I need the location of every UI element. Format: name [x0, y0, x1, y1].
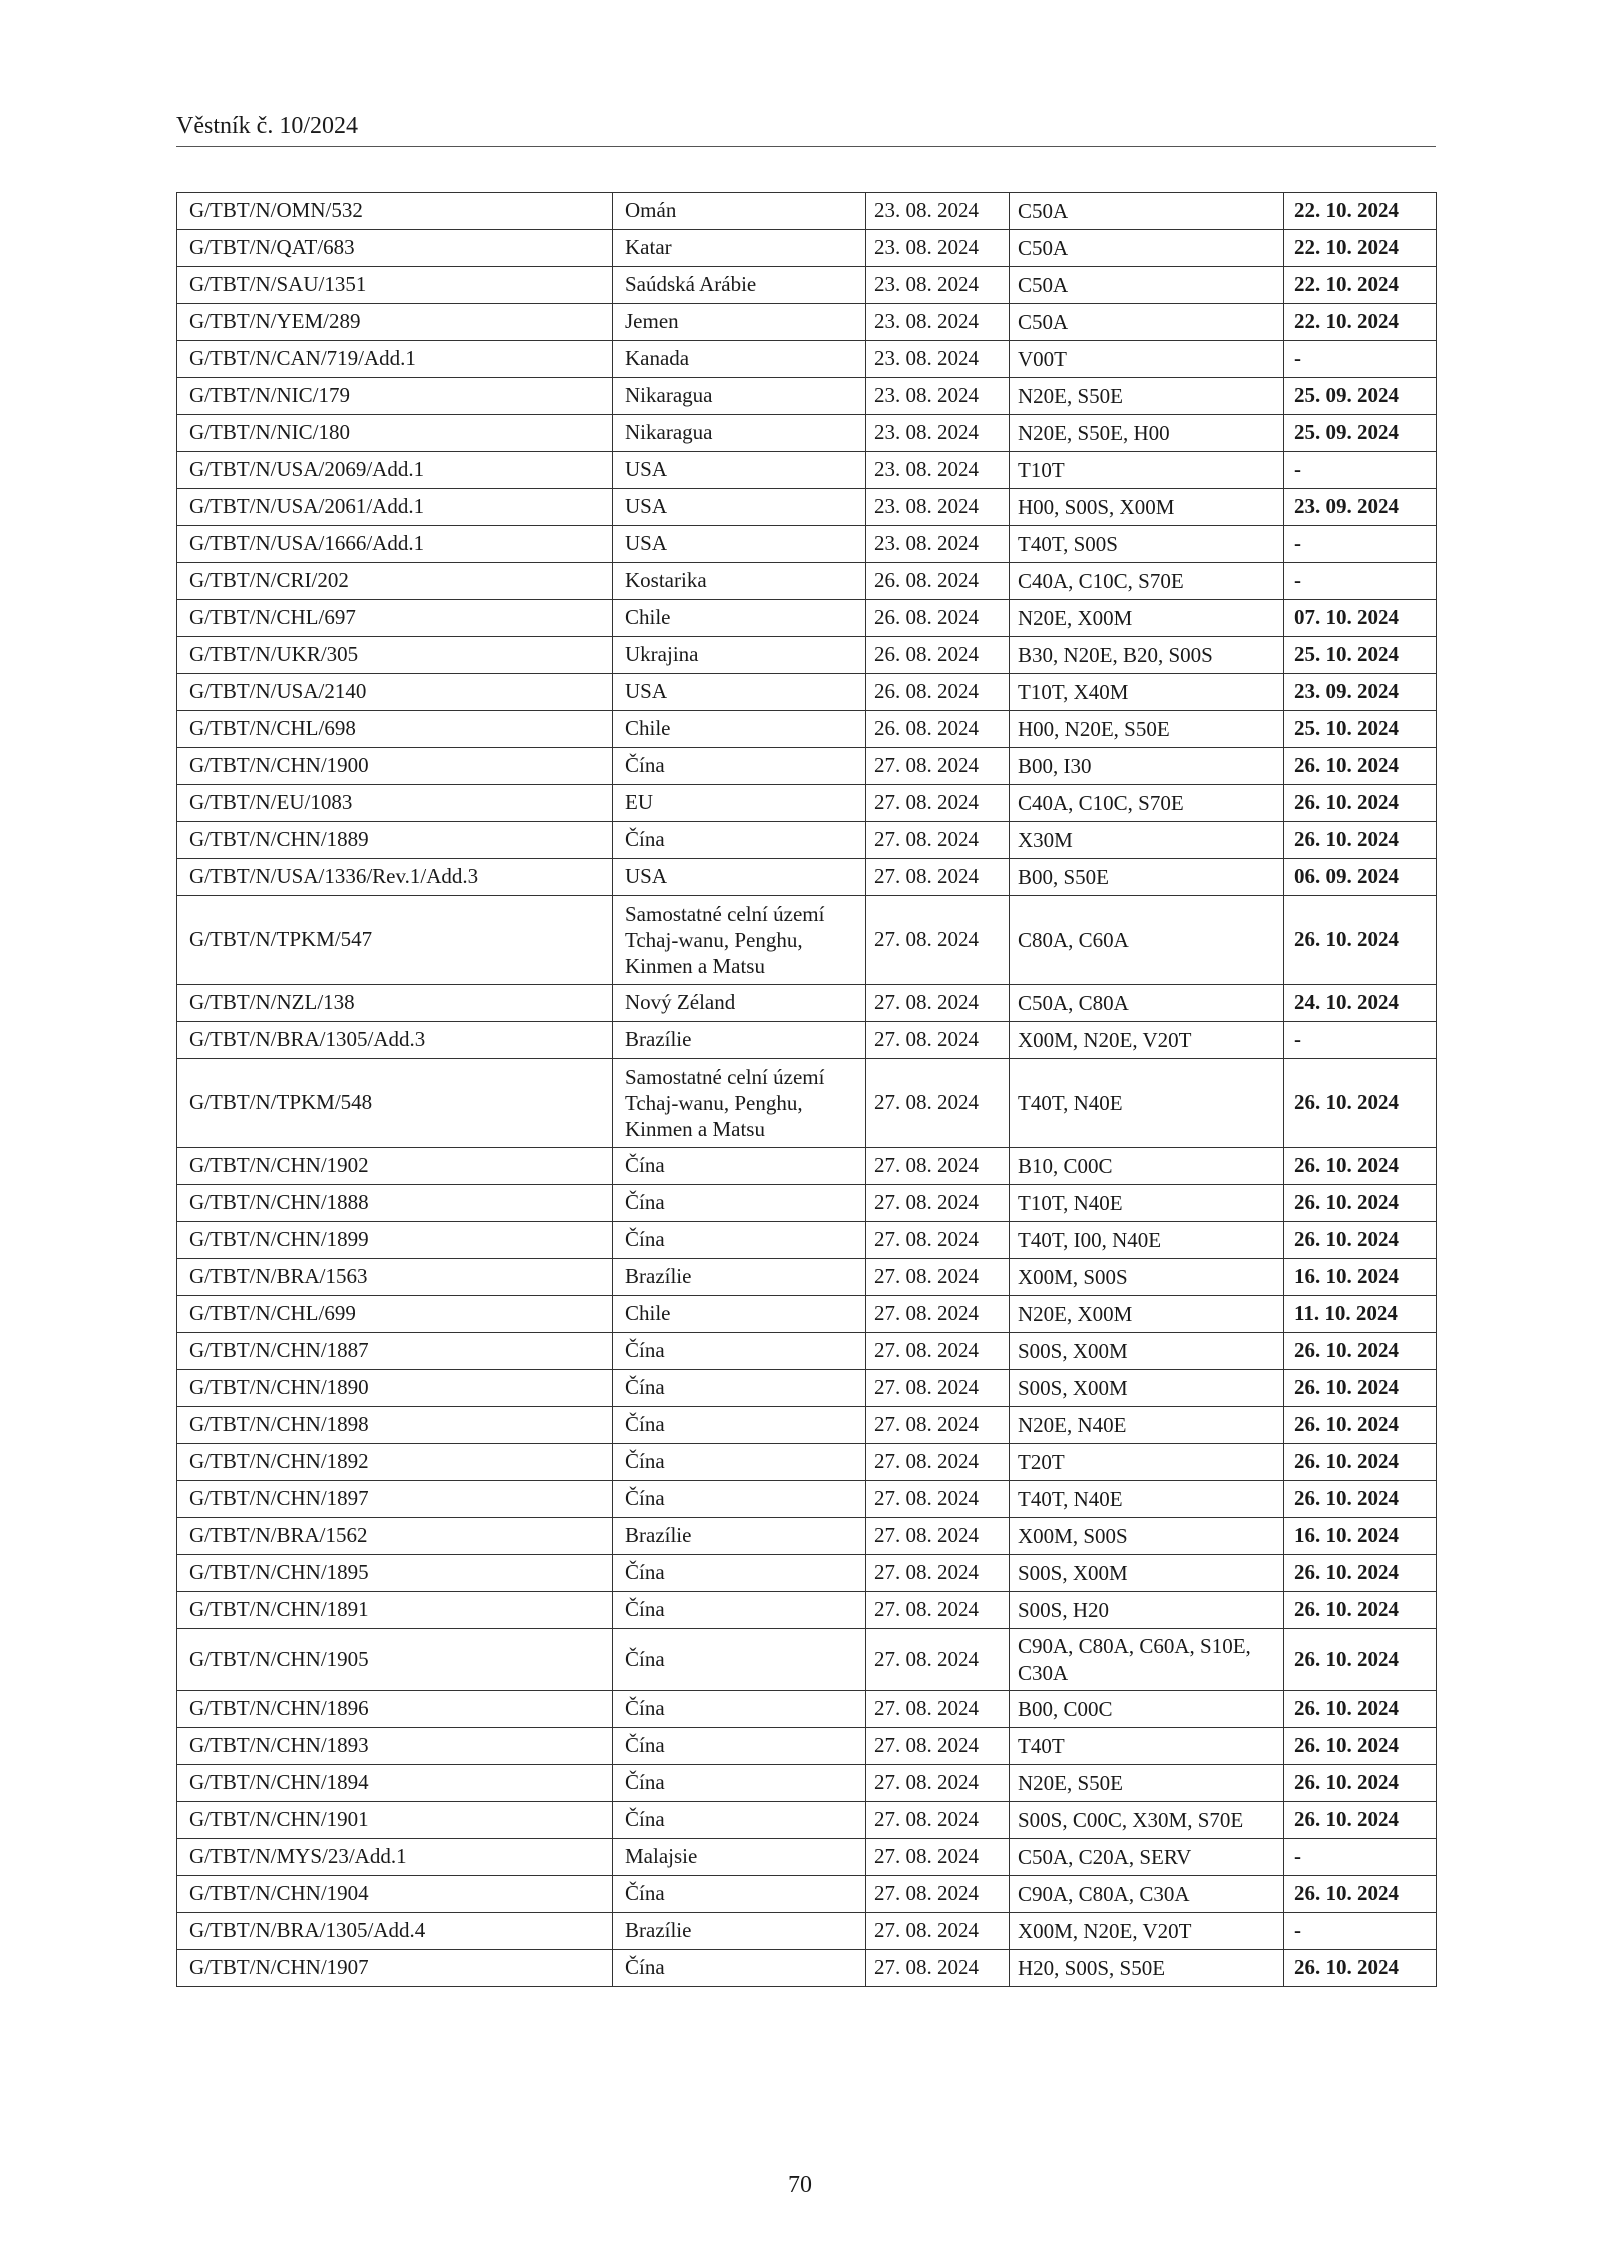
cell-deadline: 26. 10. 2024: [1284, 1802, 1437, 1839]
cell-deadline: 26. 10. 2024: [1284, 1222, 1437, 1259]
cell-member: Čína: [613, 1691, 866, 1728]
page-number: 70: [788, 2172, 812, 2198]
cell-symbol: G/TBT/N/CHN/1890: [177, 1370, 613, 1407]
cell-deadline: 11. 10. 2024: [1284, 1296, 1437, 1333]
table-row: [177, 1802, 1437, 1839]
cell-date: 27. 08. 2024: [866, 1691, 1010, 1728]
cell-symbol: G/TBT/N/CHN/1887: [177, 1333, 613, 1370]
cell-date: 27. 08. 2024: [866, 1148, 1010, 1185]
cell-date: 27. 08. 2024: [866, 1022, 1010, 1059]
cell-symbol: G/TBT/N/CHN/1895: [177, 1555, 613, 1592]
cell-deadline: 26. 10. 2024: [1284, 1333, 1437, 1370]
cell-symbol: G/TBT/N/OMN/532: [177, 193, 613, 230]
cell-date: 23. 08. 2024: [866, 489, 1010, 526]
cell-categories: T40T: [1010, 1728, 1284, 1765]
cell-symbol: G/TBT/N/USA/2069/Add.1: [177, 452, 613, 489]
cell-categories: T40T, S00S: [1010, 526, 1284, 563]
cell-date: 23. 08. 2024: [866, 378, 1010, 415]
cell-deadline: 25. 09. 2024: [1284, 378, 1437, 415]
cell-categories: V00T: [1010, 341, 1284, 378]
cell-symbol: G/TBT/N/CHN/1902: [177, 1148, 613, 1185]
cell-member: Omán: [613, 193, 866, 230]
cell-member: USA: [613, 526, 866, 563]
cell-date: 27. 08. 2024: [866, 1333, 1010, 1370]
cell-symbol: G/TBT/N/QAT/683: [177, 230, 613, 267]
cell-categories: S00S, C00C, X30M, S70E: [1010, 1802, 1284, 1839]
cell-symbol: G/TBT/N/CHN/1905: [177, 1629, 613, 1691]
cell-member: Nikaragua: [613, 378, 866, 415]
cell-member: USA: [613, 489, 866, 526]
cell-categories: X00M, S00S: [1010, 1259, 1284, 1296]
cell-symbol: G/TBT/N/CHN/1897: [177, 1481, 613, 1518]
cell-symbol: G/TBT/N/CHN/1904: [177, 1876, 613, 1913]
cell-member: Čína: [613, 1555, 866, 1592]
cell-symbol: G/TBT/N/SAU/1351: [177, 267, 613, 304]
cell-deadline: 26. 10. 2024: [1284, 1592, 1437, 1629]
table-row: [177, 748, 1437, 785]
cell-member: Chile: [613, 600, 866, 637]
cell-deadline: 26. 10. 2024: [1284, 1481, 1437, 1518]
cell-symbol: G/TBT/N/BRA/1562: [177, 1518, 613, 1555]
cell-symbol: G/TBT/N/TPKM/547: [177, 896, 613, 985]
table-row: [177, 1059, 1437, 1148]
cell-deadline: 25. 10. 2024: [1284, 637, 1437, 674]
cell-categories: H00, S00S, X00M: [1010, 489, 1284, 526]
cell-date: 27. 08. 2024: [866, 1629, 1010, 1691]
cell-member: Samostatné celní území Tchaj-wanu, Penghu, Kinmen a Matsu: [613, 896, 866, 985]
table-row: [177, 896, 1437, 985]
table-row: [177, 1222, 1437, 1259]
cell-date: 27. 08. 2024: [866, 1370, 1010, 1407]
cell-deadline: -: [1284, 1913, 1437, 1950]
cell-categories: B30, N20E, B20, S00S: [1010, 637, 1284, 674]
cell-symbol: G/TBT/N/CRI/202: [177, 563, 613, 600]
cell-symbol: G/TBT/N/CHL/697: [177, 600, 613, 637]
cell-deadline: 16. 10. 2024: [1284, 1518, 1437, 1555]
cell-date: 23. 08. 2024: [866, 452, 1010, 489]
notifications-table: [176, 192, 1437, 1987]
cell-deadline: -: [1284, 563, 1437, 600]
table-row: [177, 1185, 1437, 1222]
cell-categories: C50A, C80A: [1010, 985, 1284, 1022]
cell-categories: C40A, C10C, S70E: [1010, 785, 1284, 822]
table-row: [177, 711, 1437, 748]
cell-member: Čína: [613, 1876, 866, 1913]
cell-date: 27. 08. 2024: [866, 1839, 1010, 1876]
table-row: [177, 193, 1437, 230]
cell-symbol: G/TBT/N/BRA/1305/Add.4: [177, 1913, 613, 1950]
cell-categories: X30M: [1010, 822, 1284, 859]
cell-symbol: G/TBT/N/CHL/699: [177, 1296, 613, 1333]
cell-symbol: G/TBT/N/NZL/138: [177, 985, 613, 1022]
cell-date: 27. 08. 2024: [866, 785, 1010, 822]
cell-deadline: 26. 10. 2024: [1284, 1148, 1437, 1185]
cell-symbol: G/TBT/N/NIC/179: [177, 378, 613, 415]
table-row: [177, 785, 1437, 822]
cell-member: Katar: [613, 230, 866, 267]
cell-categories: C50A: [1010, 230, 1284, 267]
cell-date: 23. 08. 2024: [866, 526, 1010, 563]
cell-member: Čína: [613, 1407, 866, 1444]
cell-member: Čína: [613, 1592, 866, 1629]
table-row: [177, 822, 1437, 859]
cell-deadline: 25. 10. 2024: [1284, 711, 1437, 748]
table-row: [177, 267, 1437, 304]
cell-member: EU: [613, 785, 866, 822]
cell-symbol: G/TBT/N/CHN/1889: [177, 822, 613, 859]
cell-categories: C90A, C80A, C60A, S10E, C30A: [1010, 1629, 1284, 1691]
table-row: [177, 415, 1437, 452]
cell-categories: T20T: [1010, 1444, 1284, 1481]
cell-member: Čína: [613, 1728, 866, 1765]
table-row: [177, 1022, 1437, 1059]
table-row: [177, 489, 1437, 526]
cell-categories: H00, N20E, S50E: [1010, 711, 1284, 748]
cell-symbol: G/TBT/N/CHN/1888: [177, 1185, 613, 1222]
cell-categories: T10T, X40M: [1010, 674, 1284, 711]
cell-symbol: G/TBT/N/CHN/1894: [177, 1765, 613, 1802]
cell-categories: C40A, C10C, S70E: [1010, 563, 1284, 600]
cell-date: 27. 08. 2024: [866, 1518, 1010, 1555]
cell-date: 27. 08. 2024: [866, 1444, 1010, 1481]
cell-date: 27. 08. 2024: [866, 748, 1010, 785]
cell-date: 27. 08. 2024: [866, 985, 1010, 1022]
cell-date: 27. 08. 2024: [866, 896, 1010, 985]
table-row: [177, 1407, 1437, 1444]
cell-categories: C50A: [1010, 304, 1284, 341]
cell-deadline: 26. 10. 2024: [1284, 822, 1437, 859]
cell-symbol: G/TBT/N/CAN/719/Add.1: [177, 341, 613, 378]
cell-symbol: G/TBT/N/CHN/1892: [177, 1444, 613, 1481]
cell-member: Čína: [613, 1765, 866, 1802]
cell-symbol: G/TBT/N/BRA/1305/Add.3: [177, 1022, 613, 1059]
cell-date: 27. 08. 2024: [866, 1913, 1010, 1950]
table-row: [177, 1839, 1437, 1876]
cell-deadline: 26. 10. 2024: [1284, 1765, 1437, 1802]
table-row: [177, 674, 1437, 711]
table-row: [177, 1913, 1437, 1950]
cell-date: 27. 08. 2024: [866, 1802, 1010, 1839]
cell-deadline: 26. 10. 2024: [1284, 785, 1437, 822]
bulletin-title: Věstník č. 10/2024: [176, 113, 358, 139]
cell-deadline: 16. 10. 2024: [1284, 1259, 1437, 1296]
cell-deadline: 26. 10. 2024: [1284, 1629, 1437, 1691]
cell-deadline: 26. 10. 2024: [1284, 1691, 1437, 1728]
cell-member: Čína: [613, 1444, 866, 1481]
cell-deadline: 26. 10. 2024: [1284, 1185, 1437, 1222]
cell-date: 27. 08. 2024: [866, 1876, 1010, 1913]
cell-deadline: 22. 10. 2024: [1284, 267, 1437, 304]
table-row: [177, 526, 1437, 563]
table-row: [177, 563, 1437, 600]
cell-member: Čína: [613, 1802, 866, 1839]
cell-categories: H20, S00S, S50E: [1010, 1950, 1284, 1987]
table-row: [177, 452, 1437, 489]
cell-date: 27. 08. 2024: [866, 859, 1010, 896]
cell-categories: T40T, N40E: [1010, 1059, 1284, 1148]
cell-member: Čína: [613, 1148, 866, 1185]
cell-date: 27. 08. 2024: [866, 1185, 1010, 1222]
cell-categories: T10T: [1010, 452, 1284, 489]
cell-categories: T40T, I00, N40E: [1010, 1222, 1284, 1259]
cell-categories: B00, I30: [1010, 748, 1284, 785]
cell-categories: C50A, C20A, SERV: [1010, 1839, 1284, 1876]
table-row: [177, 1481, 1437, 1518]
cell-symbol: G/TBT/N/USA/1666/Add.1: [177, 526, 613, 563]
table-row: [177, 600, 1437, 637]
cell-symbol: G/TBT/N/USA/1336/Rev.1/Add.3: [177, 859, 613, 896]
cell-date: 27. 08. 2024: [866, 1555, 1010, 1592]
cell-deadline: 26. 10. 2024: [1284, 1059, 1437, 1148]
cell-categories: B00, S50E: [1010, 859, 1284, 896]
table-row: [177, 1728, 1437, 1765]
cell-symbol: G/TBT/N/CHN/1901: [177, 1802, 613, 1839]
cell-date: 23. 08. 2024: [866, 415, 1010, 452]
cell-categories: S00S, H20: [1010, 1592, 1284, 1629]
cell-deadline: -: [1284, 1839, 1437, 1876]
cell-date: 27. 08. 2024: [866, 1481, 1010, 1518]
cell-deadline: 24. 10. 2024: [1284, 985, 1437, 1022]
cell-deadline: 26. 10. 2024: [1284, 1876, 1437, 1913]
cell-member: Brazílie: [613, 1022, 866, 1059]
cell-deadline: 06. 09. 2024: [1284, 859, 1437, 896]
cell-deadline: 26. 10. 2024: [1284, 1370, 1437, 1407]
cell-symbol: G/TBT/N/BRA/1563: [177, 1259, 613, 1296]
cell-categories: N20E, N40E: [1010, 1407, 1284, 1444]
cell-deadline: 23. 09. 2024: [1284, 674, 1437, 711]
cell-date: 26. 08. 2024: [866, 637, 1010, 674]
cell-symbol: G/TBT/N/USA/2140: [177, 674, 613, 711]
cell-date: 26. 08. 2024: [866, 563, 1010, 600]
table-row: [177, 304, 1437, 341]
cell-date: 27. 08. 2024: [866, 1728, 1010, 1765]
cell-member: Samostatné celní území Tchaj-wanu, Penghu, Kinmen a Matsu: [613, 1059, 866, 1148]
table-row: [177, 1148, 1437, 1185]
cell-categories: S00S, X00M: [1010, 1333, 1284, 1370]
cell-deadline: 22. 10. 2024: [1284, 304, 1437, 341]
cell-categories: X00M, N20E, V20T: [1010, 1022, 1284, 1059]
cell-categories: N20E, S50E, H00: [1010, 415, 1284, 452]
table-row: [177, 230, 1437, 267]
cell-date: 26. 08. 2024: [866, 711, 1010, 748]
table-row: [177, 1876, 1437, 1913]
cell-member: USA: [613, 452, 866, 489]
cell-symbol: G/TBT/N/MYS/23/Add.1: [177, 1839, 613, 1876]
cell-deadline: 22. 10. 2024: [1284, 193, 1437, 230]
cell-member: Jemen: [613, 304, 866, 341]
cell-symbol: G/TBT/N/CHN/1893: [177, 1728, 613, 1765]
cell-categories: N20E, S50E: [1010, 1765, 1284, 1802]
cell-categories: N20E, S50E: [1010, 378, 1284, 415]
table-row: [177, 1691, 1437, 1728]
cell-categories: B00, C00C: [1010, 1691, 1284, 1728]
cell-member: Čína: [613, 1370, 866, 1407]
cell-symbol: G/TBT/N/EU/1083: [177, 785, 613, 822]
cell-deadline: -: [1284, 452, 1437, 489]
cell-member: Čína: [613, 1185, 866, 1222]
table-row: [177, 1370, 1437, 1407]
cell-categories: N20E, X00M: [1010, 600, 1284, 637]
cell-date: 26. 08. 2024: [866, 674, 1010, 711]
table-row: [177, 1629, 1437, 1691]
cell-member: Čína: [613, 1333, 866, 1370]
table-row: [177, 1296, 1437, 1333]
cell-date: 23. 08. 2024: [866, 341, 1010, 378]
cell-deadline: 23. 09. 2024: [1284, 489, 1437, 526]
cell-deadline: 26. 10. 2024: [1284, 748, 1437, 785]
cell-member: Ukrajina: [613, 637, 866, 674]
table-row: [177, 1555, 1437, 1592]
cell-date: 23. 08. 2024: [866, 267, 1010, 304]
cell-date: 27. 08. 2024: [866, 1259, 1010, 1296]
table-body: [177, 193, 1437, 1987]
cell-categories: T40T, N40E: [1010, 1481, 1284, 1518]
page-header: [176, 112, 1436, 147]
table-row: [177, 1259, 1437, 1296]
cell-deadline: 26. 10. 2024: [1284, 1950, 1437, 1987]
cell-symbol: G/TBT/N/CHN/1907: [177, 1950, 613, 1987]
cell-date: 23. 08. 2024: [866, 193, 1010, 230]
cell-deadline: 07. 10. 2024: [1284, 600, 1437, 637]
cell-member: Brazílie: [613, 1259, 866, 1296]
cell-date: 26. 08. 2024: [866, 600, 1010, 637]
cell-categories: X00M, N20E, V20T: [1010, 1913, 1284, 1950]
cell-date: 27. 08. 2024: [866, 1296, 1010, 1333]
cell-symbol: G/TBT/N/CHL/698: [177, 711, 613, 748]
cell-categories: S00S, X00M: [1010, 1555, 1284, 1592]
cell-deadline: 26. 10. 2024: [1284, 1728, 1437, 1765]
cell-categories: C80A, C60A: [1010, 896, 1284, 985]
cell-member: Čína: [613, 1222, 866, 1259]
cell-categories: B10, C00C: [1010, 1148, 1284, 1185]
cell-categories: T10T, N40E: [1010, 1185, 1284, 1222]
table-row: [177, 1444, 1437, 1481]
table-row: [177, 1592, 1437, 1629]
cell-categories: X00M, S00S: [1010, 1518, 1284, 1555]
table-row: [177, 1765, 1437, 1802]
cell-symbol: G/TBT/N/UKR/305: [177, 637, 613, 674]
cell-date: 27. 08. 2024: [866, 1407, 1010, 1444]
cell-deadline: -: [1284, 1022, 1437, 1059]
cell-member: Kostarika: [613, 563, 866, 600]
cell-symbol: G/TBT/N/NIC/180: [177, 415, 613, 452]
cell-categories: C90A, C80A, C30A: [1010, 1876, 1284, 1913]
cell-member: Čína: [613, 748, 866, 785]
cell-symbol: G/TBT/N/CHN/1900: [177, 748, 613, 785]
cell-date: 23. 08. 2024: [866, 304, 1010, 341]
cell-member: Kanada: [613, 341, 866, 378]
cell-member: Čína: [613, 1950, 866, 1987]
table-row: [177, 341, 1437, 378]
cell-categories: C50A: [1010, 267, 1284, 304]
cell-member: Nikaragua: [613, 415, 866, 452]
cell-member: Malajsie: [613, 1839, 866, 1876]
cell-categories: C50A: [1010, 193, 1284, 230]
table-row: [177, 378, 1437, 415]
cell-date: 27. 08. 2024: [866, 1950, 1010, 1987]
cell-deadline: 26. 10. 2024: [1284, 896, 1437, 985]
cell-date: 27. 08. 2024: [866, 822, 1010, 859]
table-row: [177, 1518, 1437, 1555]
table-row: [177, 1333, 1437, 1370]
cell-deadline: 26. 10. 2024: [1284, 1444, 1437, 1481]
cell-member: USA: [613, 859, 866, 896]
cell-symbol: G/TBT/N/CHN/1896: [177, 1691, 613, 1728]
cell-deadline: 26. 10. 2024: [1284, 1555, 1437, 1592]
cell-symbol: G/TBT/N/YEM/289: [177, 304, 613, 341]
cell-member: USA: [613, 674, 866, 711]
cell-symbol: G/TBT/N/CHN/1891: [177, 1592, 613, 1629]
cell-date: 27. 08. 2024: [866, 1592, 1010, 1629]
cell-symbol: G/TBT/N/CHN/1898: [177, 1407, 613, 1444]
cell-categories: N20E, X00M: [1010, 1296, 1284, 1333]
cell-member: Brazílie: [613, 1913, 866, 1950]
cell-member: Čína: [613, 1481, 866, 1518]
table-row: [177, 637, 1437, 674]
cell-date: 27. 08. 2024: [866, 1222, 1010, 1259]
cell-date: 23. 08. 2024: [866, 230, 1010, 267]
cell-member: Brazílie: [613, 1518, 866, 1555]
cell-member: Chile: [613, 1296, 866, 1333]
cell-member: Čína: [613, 822, 866, 859]
cell-member: Saúdská Arábie: [613, 267, 866, 304]
cell-member: Čína: [613, 1629, 866, 1691]
cell-deadline: 26. 10. 2024: [1284, 1407, 1437, 1444]
table-row: [177, 1950, 1437, 1987]
cell-member: Chile: [613, 711, 866, 748]
cell-deadline: -: [1284, 341, 1437, 378]
cell-deadline: -: [1284, 526, 1437, 563]
cell-symbol: G/TBT/N/TPKM/548: [177, 1059, 613, 1148]
cell-member: Nový Zéland: [613, 985, 866, 1022]
cell-date: 27. 08. 2024: [866, 1765, 1010, 1802]
cell-deadline: 25. 09. 2024: [1284, 415, 1437, 452]
cell-date: 27. 08. 2024: [866, 1059, 1010, 1148]
cell-deadline: 22. 10. 2024: [1284, 230, 1437, 267]
table-row: [177, 859, 1437, 896]
table-row: [177, 985, 1437, 1022]
cell-symbol: G/TBT/N/USA/2061/Add.1: [177, 489, 613, 526]
cell-symbol: G/TBT/N/CHN/1899: [177, 1222, 613, 1259]
cell-categories: S00S, X00M: [1010, 1370, 1284, 1407]
